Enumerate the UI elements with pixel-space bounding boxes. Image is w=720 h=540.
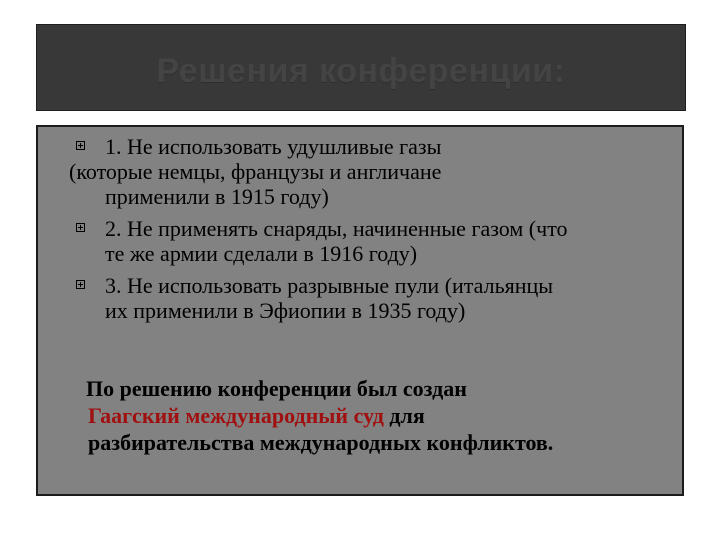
- bullet-item-1: [55, 134, 695, 209]
- summary-line-3: разбирательства международных конфликтов.: [88, 430, 554, 455]
- bullet-1-line-2: (которые немцы, французы и англичане: [69, 159, 442, 184]
- slide-title: Решения конференции:: [156, 52, 566, 90]
- title-box: [36, 24, 686, 111]
- bullet-item-2: [55, 216, 695, 266]
- summary-line-2-rest: для: [383, 403, 425, 428]
- bullet-list: [55, 134, 695, 323]
- summary-text: [86, 375, 686, 456]
- summary-line-1: По решению конференции был создан: [86, 376, 467, 401]
- bullet-3-line-2: их применили в Эфиопии в 1935 году): [105, 298, 466, 323]
- bullet-item-3: [55, 273, 695, 323]
- bullet-3-line-1: 3. Не использовать разрывные пули (итальянцы: [105, 273, 554, 298]
- bullet-2-line-2: те же армии сделали в 1916 году): [105, 241, 418, 266]
- checkbox-bullet-icon: [76, 141, 85, 150]
- bullet-1-line-3: применили в 1915 году): [105, 184, 329, 209]
- bullet-2-line-1: 2. Не применять снаряды, начиненные газом (что: [105, 216, 568, 241]
- checkbox-bullet-icon: [76, 280, 85, 289]
- checkbox-bullet-icon: [76, 223, 85, 232]
- court-name-highlight: Гаагский международный суд: [88, 403, 384, 428]
- summary-line-2: [86, 402, 686, 429]
- bullet-1-line-1: 1. Не использовать удушливые газы: [105, 134, 442, 159]
